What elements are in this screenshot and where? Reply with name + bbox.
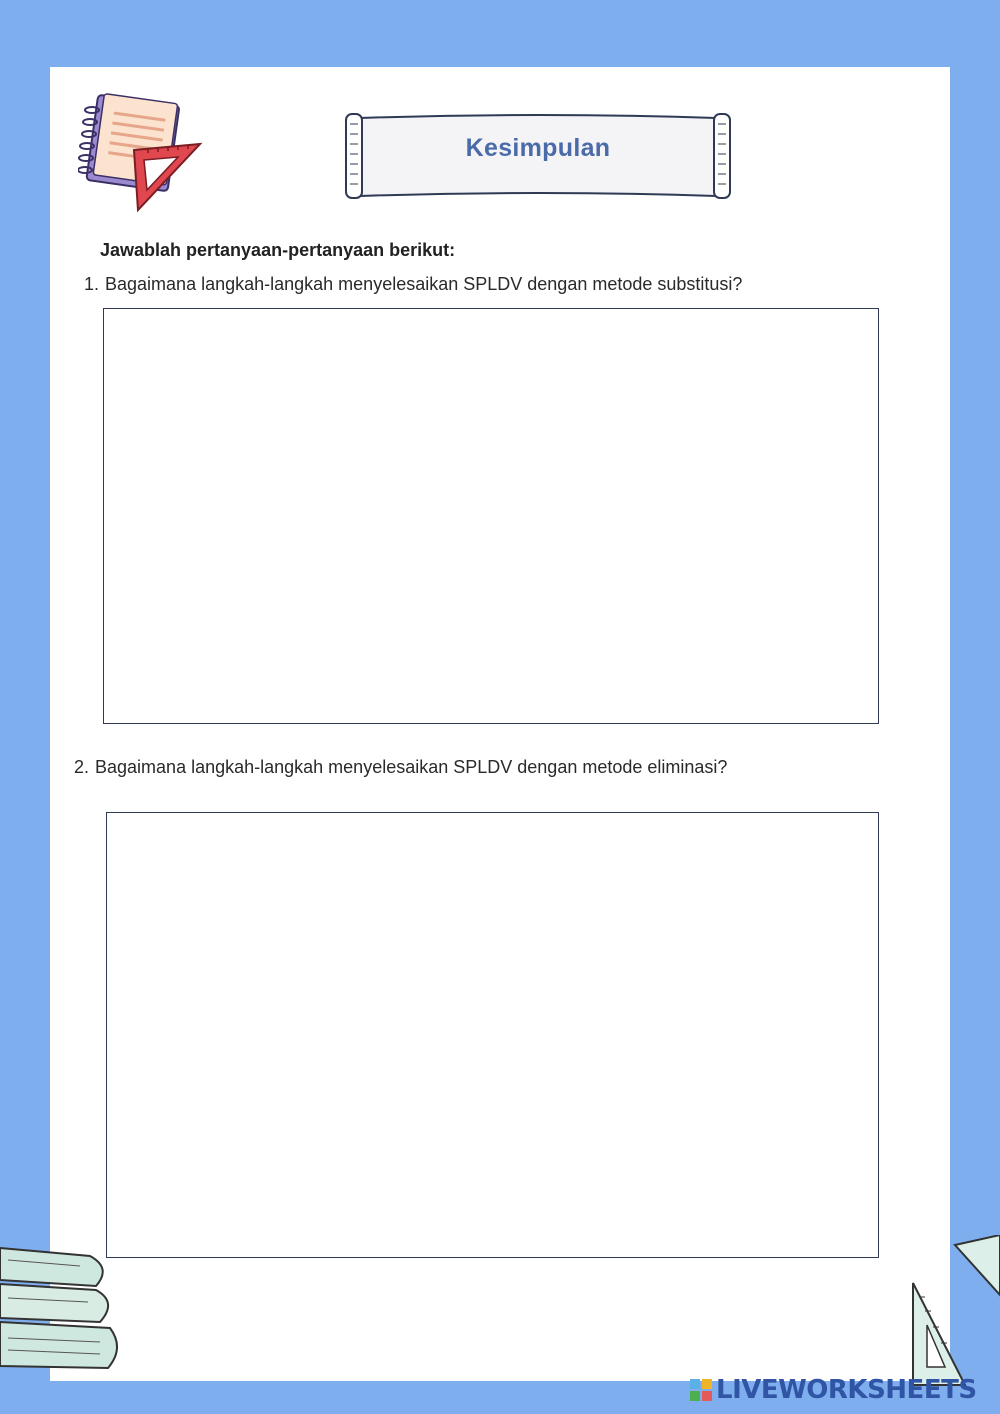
question-text: Bagaimana langkah-langkah menyelesaikan SPLDV dengan metode eliminasi? bbox=[95, 757, 728, 777]
instruction-text: Jawablah pertanyaan-pertanyaan berikut: bbox=[100, 240, 456, 260]
brand-name: LIVEWORKSHEETS bbox=[716, 1375, 977, 1405]
answer-box-2[interactable] bbox=[106, 812, 879, 1258]
question-text: Bagaimana langkah-langkah menyelesaikan SPLDV dengan metode substitusi? bbox=[105, 274, 743, 294]
liveworksheets-logo-icon bbox=[690, 1379, 712, 1401]
footer-brand bbox=[690, 1372, 977, 1408]
ruler-triangle-icon bbox=[134, 144, 200, 210]
question-1 bbox=[84, 272, 742, 296]
answer-box-1[interactable] bbox=[103, 308, 879, 724]
page-title: Kesimpulan bbox=[465, 134, 611, 162]
notebook-icon bbox=[78, 92, 204, 214]
set-square-icon bbox=[905, 1235, 1000, 1395]
books-icon bbox=[0, 1238, 125, 1388]
question-number: 2. bbox=[74, 757, 90, 777]
question-2 bbox=[74, 755, 727, 779]
question-number: 1. bbox=[84, 274, 100, 294]
